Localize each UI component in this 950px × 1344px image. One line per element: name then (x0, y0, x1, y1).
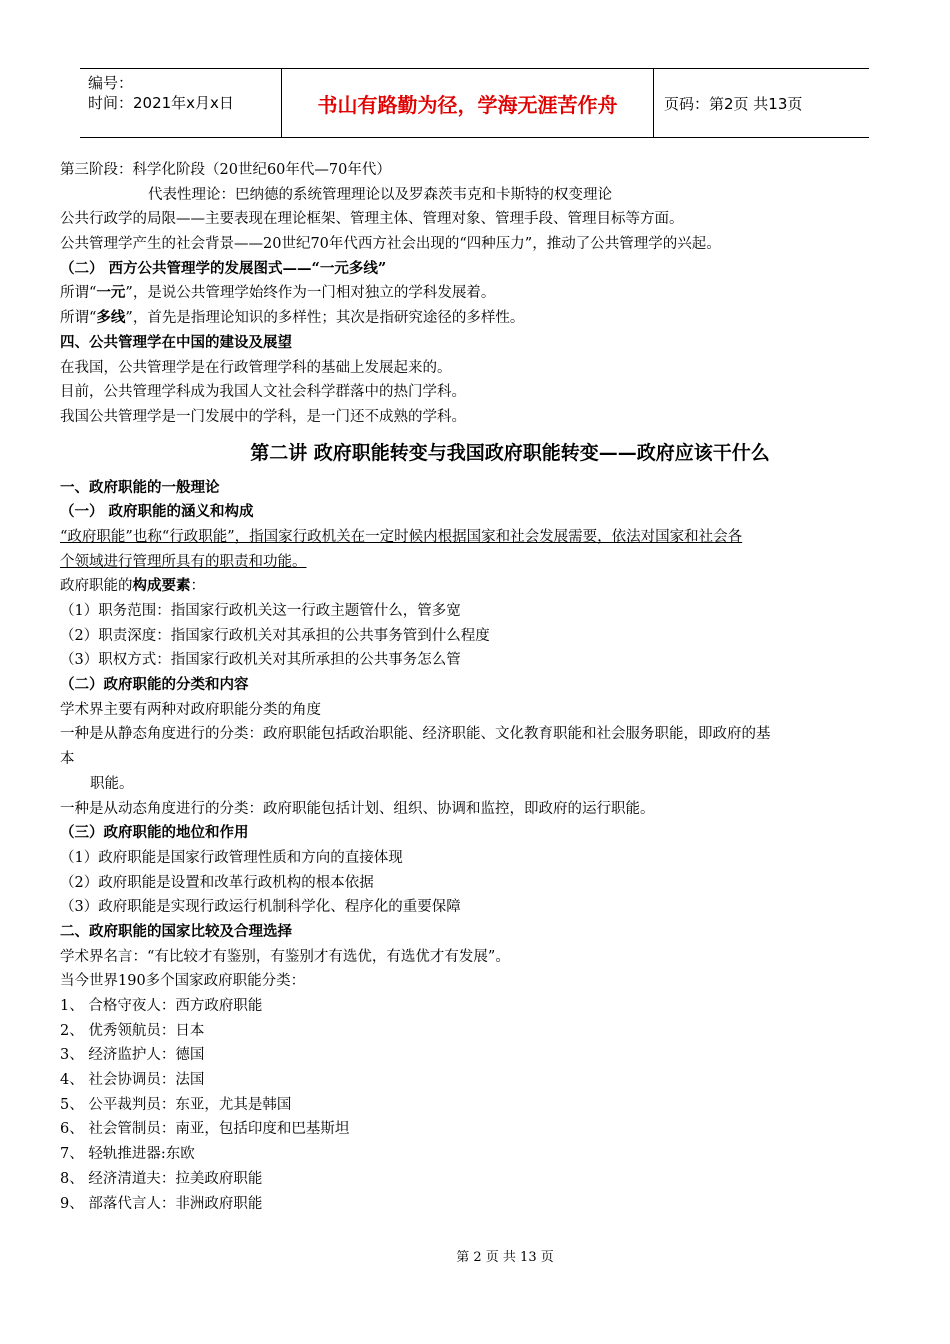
text-line: 在我国，公共管理学是在行政管理学科的基础上发展起来的。 (60, 359, 452, 376)
list-item: 7、 轻轨推进器:东欧 (60, 1146, 195, 1163)
list-item: （3）职权方式：指国家行政机关对其所承担的公共事务怎么管 (60, 652, 461, 669)
list-item: 4、 社会协调员：法国 (60, 1072, 205, 1089)
section-heading: 二、政府职能的国家比较及合理选择 (60, 922, 292, 940)
page-header (80, 68, 869, 138)
list-item: 9、 部落代言人：非洲政府职能 (60, 1195, 263, 1212)
subsection-heading: （三）政府职能的地位和作用 (60, 824, 249, 842)
text-line (60, 306, 900, 331)
subsection-heading: （二）政府职能的分类和内容 (60, 676, 249, 694)
definition-line: “政府职能”也称“行政职能”，指国家行政机关在一定时候内根据国家和社会发展需要，依法对国家和社会各 (60, 528, 743, 545)
text-span: ”，首先是指理论知识的多样性；其次是指研究途径的多样性。 (125, 310, 525, 327)
text-line: 代表性理论：巴纳德的系统管理理论以及罗森茨韦克和卡斯特的权变理论 (148, 186, 612, 203)
text-line: 一种是从动态角度进行的分类：政府职能包括计划、组织、协调和监控，即政府的运行职能。 (60, 800, 655, 817)
text-line: 公共行政学的局限——主要表现在理论框架、管理主体、管理对象、管理手段、管理目标等方面。 (60, 211, 684, 228)
document-number: 编号： (88, 74, 134, 92)
text-line: 目前，公共管理学科成为我国人文社会科学群落中的热门学科。 (60, 384, 466, 401)
text-line: 本 (60, 751, 75, 768)
emphasis-term: 一元 (96, 284, 126, 302)
text-line: 学术界主要有两种对政府职能分类的角度 (60, 701, 321, 718)
list-item: 1、 合格守夜人：西方政府职能 (60, 998, 263, 1014)
list-item: 3、 经济监护人：德国 (60, 1047, 205, 1064)
section-heading: 四、公共管理学在中国的建设及展望 (60, 333, 292, 351)
definition-line: 个领域进行管理所具有的职责和功能。 (60, 553, 307, 570)
list-item: （3）政府职能是实现行政运行机制科学化、程序化的重要保障 (60, 899, 461, 916)
page-footer: 第 2 页 共 13 页 (456, 1250, 554, 1265)
emphasis-term: 多线 (96, 309, 126, 327)
text-line (60, 574, 900, 599)
document-date: 时间：2021年x月x日 (88, 94, 234, 112)
header-page-info: 页码：第2页 共13页 (664, 94, 803, 113)
text-line: 公共管理学产生的社会背景——20世纪70年代西方社会出现的“四种压力”，推动了公共管理学的兴起。 (60, 236, 721, 253)
text-line: 学术界名言：“有比较才有鉴别，有鉴别才有选优，有选优才有发展”。 (60, 948, 510, 965)
document-body (60, 158, 900, 1216)
list-item: （2）政府职能是设置和改革行政机构的根本依据 (60, 874, 374, 891)
list-item: （2）职责深度：指国家行政机关对其承担的公共事务管到什么程度 (60, 627, 490, 644)
lecture-title: 第二讲 政府职能转变与我国政府职能转变——政府应该干什么 (250, 441, 770, 464)
text-line: 职能。 (90, 775, 134, 792)
list-item: （1）职务范围：指国家行政机关这一行政主题管什么，管多宽 (60, 603, 461, 619)
text-span: 所谓“ (60, 285, 97, 302)
list-item: 8、 经济清道夫：拉美政府职能 (60, 1170, 263, 1187)
text-line: 我国公共管理学是一门发展中的学科，是一门还不成熟的学科。 (60, 408, 466, 425)
text-line: 当今世界190多个国家政府职能分类： (60, 973, 306, 990)
list-item: 6、 社会管制员：南亚，包括印度和巴基斯坦 (60, 1121, 350, 1138)
list-item: 2、 优秀领航员：日本 (60, 1022, 205, 1039)
list-item: （1）政府职能是国家行政管理性质和方向的直接体现 (60, 849, 403, 866)
text-span: ： (190, 578, 205, 595)
section-heading: 一、政府职能的一般理论 (60, 478, 220, 496)
header-meta (80, 69, 282, 137)
text-line: 第三阶段：科学化阶段（20世纪60年代—70年代） (60, 162, 391, 178)
section-heading: （二） 西方公共管理学的发展图式——“一元多线” (60, 259, 387, 277)
text-line: 一种是从静态角度进行的分类：政府职能包括政治职能、经济职能、文化教育职能和社会服务职能，即政府的基 (60, 726, 771, 743)
header-motto: 书山有路勤为径，学海无涯苦作舟 (282, 69, 654, 137)
subsection-heading: （一） 政府职能的涵义和构成 (60, 503, 254, 521)
text-span: 政府职能的 (60, 578, 133, 595)
text-line (60, 281, 900, 306)
list-item: 5、 公平裁判员：东亚，尤其是韩国 (60, 1096, 292, 1113)
emphasis-term: 构成要素 (132, 577, 191, 595)
text-span: ”，是说公共管理学始终作为一门相对独立的学科发展着。 (125, 285, 496, 302)
text-span: 所谓“ (60, 310, 97, 327)
